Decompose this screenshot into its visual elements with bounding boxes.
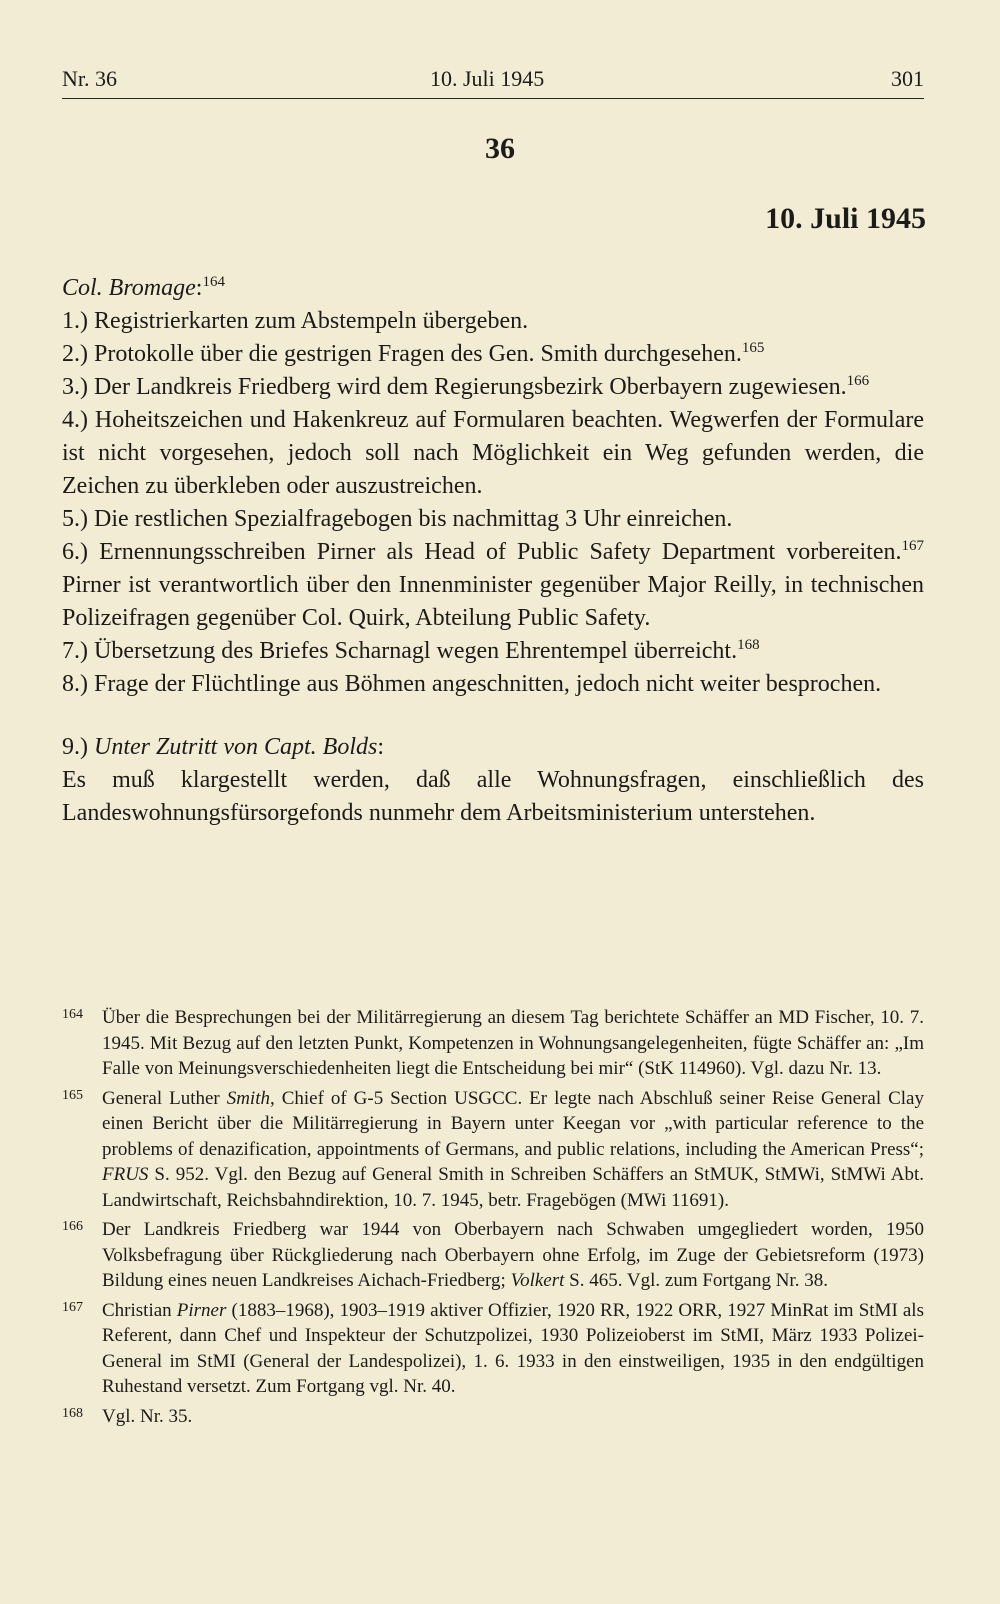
footnote-text-part: (1883–1968), 1903–1919 aktiver Offizier, 1920 RR, 1922 ORR, 1927 MinRat im StMI als Referent, dann Chef und Inspekteur der Schutzpolizei, 1930 Polizeioberst im StMI, März 1933 Polizei-General im StMI (General der Landespolizei), 1. 6. 1933 in den einstweiligen, 1935 in den endgültigen Ruhestand versetzt. Zum Fortgang vgl. Nr. 40. [102, 1299, 924, 1397]
item-9-heading [62, 731, 924, 764]
item-7 [62, 635, 924, 668]
document-date: 10. Juli 1945 [765, 202, 926, 235]
footnote-text-italic: FRUS [102, 1164, 149, 1185]
item-7-text: 7.) Übersetzung des Briefes Scharnagl wegen Ehrentempel überreicht. [62, 638, 738, 664]
footnote-text [102, 1298, 924, 1400]
speaker-colon: : [195, 275, 203, 301]
document-body [62, 272, 924, 830]
item-4: 4.) Hoheitszeichen und Hakenkreuz auf Formularen beachten. Wegwerfen der Formulare ist nicht vorgesehen, jedoch soll nach Möglichkeit ein Weg gefunden werden, die Zeichen zu überkleben oder auszustreichen. [62, 407, 924, 499]
footnote-ref-166: 166 [846, 373, 870, 389]
item-6 [62, 536, 924, 635]
footnote-165 [62, 1086, 924, 1214]
item-3-text: 3.) Der Landkreis Friedberg wird dem Regierungsbezirk Oberbayern zugewiesen. [62, 374, 847, 400]
footnote-text-part: S. 465. Vgl. zum Fortgang Nr. 38. [564, 1270, 828, 1291]
item-6-text-a: 6.) Ernennungsschreiben Pirner als Head of Public Safety Department vorbereiten. [62, 539, 902, 565]
item-9-prefix: 9.) [62, 734, 94, 760]
speaker-name: Col. Bromage [62, 275, 196, 301]
footnotes [62, 1005, 924, 1433]
speaker-line [62, 272, 924, 305]
item-9-colon: : [377, 734, 385, 760]
document-number: 36 [485, 132, 515, 165]
footnote-number: 167 [62, 1299, 83, 1315]
footnote-text-part: S. 952. Vgl. den Bezug auf General Smith in Schreiben Schäffers an StMUK, StMWi, StMWi Abt. Landwirtschaft, Reichsbahndirektion, 10. 7. 1945, betr. Fragebögen (MWi 11691). [102, 1164, 924, 1211]
item-2-text: 2.) Protokolle über die gestrigen Fragen des Gen. Smith durchgesehen. [62, 341, 742, 367]
footnote-text: Über die Besprechungen bei der Militärregierung an diesem Tag berichtete Schäffer an MD Fischer, 10. 7. 1945. Mit Bezug auf den letzten Punkt, Kompetenzen in Wohnungsangelegenheiten, fügte Schäffer an: „Im Falle von Meinungsverschiedenheiten liegt die Entscheidung bei mir“ (StK 114960). Vgl. dazu Nr. 13. [102, 1007, 924, 1079]
footnote-167 [62, 1298, 924, 1400]
item-9-text: Es muß klargestellt werden, daß alle Wohnungsfragen, einschließlich des Landeswohnungsfürsorgefonds nunmehr dem Arbeitsministerium unterstehen. [62, 767, 924, 826]
item-8: 8.) Frage der Flüchtlinge aus Böhmen angeschnitten, jedoch nicht weiter besprochen. [62, 671, 882, 697]
footnote-text-italic: Pirner [176, 1299, 227, 1321]
footnote-text-part: Christian [102, 1299, 177, 1321]
header-document-number: Nr. 36 [62, 66, 117, 91]
footnote-text-part: General Luther [102, 1087, 227, 1109]
footnote-number: 165 [62, 1087, 83, 1103]
footnote-166 [62, 1217, 924, 1294]
footnote-168 [62, 1404, 924, 1430]
item-9-italic: Unter Zutritt von Capt. Bolds [94, 734, 378, 760]
paragraph-gap [62, 701, 924, 731]
footnote-number: 164 [62, 1007, 83, 1022]
footnote-number: 166 [62, 1219, 83, 1234]
running-header [62, 62, 924, 99]
footnote-number: 168 [62, 1405, 83, 1421]
footnote-text-italic: Volkert [510, 1270, 565, 1291]
item-6-text-b: Pirner ist verantwortlich über den Innenminister gegenüber Major Reilly, in technischen Polizeifragen gegenüber Col. Quirk, Abteilung Public Safety. [62, 572, 924, 631]
page-number: 301 [891, 66, 924, 91]
footnote-ref-167: 167 [901, 538, 924, 554]
footnote-ref-165: 165 [741, 340, 765, 356]
item-3 [62, 371, 924, 404]
footnote-text-italic: Smith [226, 1087, 270, 1109]
footnote-text: Vgl. Nr. 35. [102, 1405, 193, 1427]
item-1: 1.) Registrierkarten zum Abstempeln übergeben. [62, 308, 529, 334]
footnote-164 [62, 1005, 924, 1082]
footnote-text [102, 1086, 924, 1214]
item-5: 5.) Die restlichen Spezialfragebogen bis nachmittag 3 Uhr einreichen. [62, 506, 733, 532]
footnote-text [102, 1217, 924, 1294]
footnote-text-part: , Chief of G-5 Section USGCC. Er legte nach Abschluß seiner Reise General Clay einen Bericht über die Militärregierung in Bayern unter Keegan vor „with particular reference to the problems of denazification, appointments of Germans, and public relations, including the American Press“; [102, 1087, 924, 1160]
footnote-ref-164: 164 [202, 274, 225, 290]
footnote-text-part: Der Landkreis Friedberg war 1944 von Oberbayern nach Schwaben umgegliedert worden, 1950 Volksbefragung über Rückgliederung nach Oberbayern ohne Erfolg, im Zuge der Gebietsreform (1973) Bildung eines neuen Landkreises Aichach-Friedberg; [102, 1219, 924, 1291]
item-2 [62, 338, 924, 371]
header-date: 10. Juli 1945 [430, 66, 545, 91]
footnote-ref-168: 168 [737, 637, 760, 653]
